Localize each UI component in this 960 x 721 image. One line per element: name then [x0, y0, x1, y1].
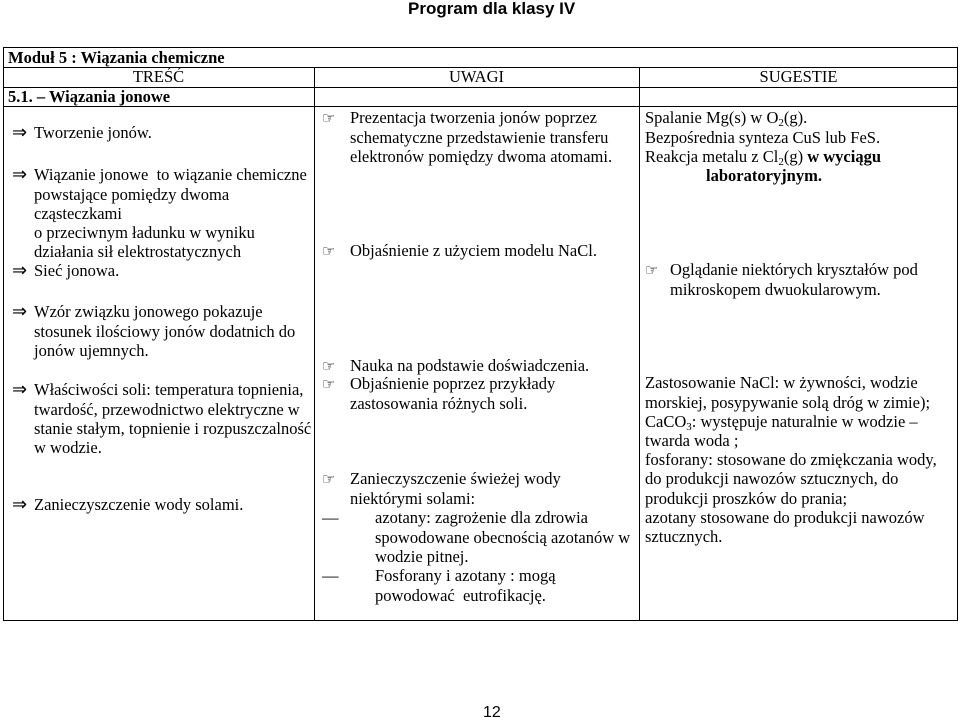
content-line: Wzór związku jonowego pokazuje — [34, 302, 263, 322]
pointing-hand-icon — [322, 374, 335, 394]
suggestion-line: Zastosowanie NaCl: w żywności, wodzie — [645, 373, 918, 393]
column-divider-2 — [639, 67, 640, 621]
content-line: stanie stałym, topnienie i rozpuszczalność — [34, 418, 312, 438]
content-line: cząsteczkami — [34, 203, 122, 223]
module-title: Moduł 5 : Wiązania chemiczne — [8, 48, 225, 68]
suggestion-text: CaCO — [645, 411, 687, 431]
note-item — [322, 469, 561, 507]
content-line: w wodzie. — [34, 437, 102, 457]
suggestion-line — [645, 412, 937, 431]
subscript: 3 — [686, 420, 692, 433]
note-line: Objaśnienie poprzez przykłady — [350, 374, 556, 394]
subscript: 2 — [778, 155, 784, 168]
suggestion-line: morskiej, posypywanie solą dróg w zimie); — [645, 392, 931, 412]
implies-arrow-icon — [12, 302, 27, 321]
column-header-content: TREŚĆ — [132, 67, 185, 87]
content-line: twardość, przewodnictwo elektryczne w — [34, 399, 300, 419]
note-line: Objaśnienie z użyciem modelu NaCl. — [350, 241, 597, 261]
suggestion-text: Reakcja metalu z Cl — [645, 146, 779, 166]
suggestion-bold-text: w wyciągu — [807, 146, 881, 166]
suggestion-line: mikroskopem dwuokularowym. — [670, 279, 881, 299]
note-line: Prezentacja tworzenia jonów poprzez — [350, 108, 597, 128]
suggestion-line: twarda woda ; — [645, 430, 739, 450]
pointing-hand-icon — [322, 108, 335, 128]
column-header-notes: UWAGI — [449, 67, 504, 87]
suggestion-line — [645, 147, 881, 166]
note-line: zastosowania różnych soli. — [350, 393, 528, 413]
document-title: Program dla klasy IV — [408, 0, 576, 18]
column-divider-1 — [314, 67, 315, 621]
implies-arrow-icon — [12, 123, 27, 142]
note-sub-item — [322, 566, 556, 604]
content-item — [12, 261, 119, 280]
implies-arrow-icon — [12, 495, 27, 514]
pointing-hand-icon — [645, 260, 658, 280]
content-line: Zanieczyszczenie wody solami. — [34, 495, 244, 515]
suggestion-line: produkcji proszków do prania; — [645, 488, 848, 508]
note-item — [322, 374, 555, 412]
dash-bullet-icon — [322, 566, 339, 585]
suggestion-line: fosforany: stosowane do zmiękczania wody, — [645, 450, 937, 470]
content-line: Sieć jonowa. — [34, 261, 120, 281]
content-line: o przeciwnym ładunku w wyniku — [34, 222, 255, 242]
suggestion-line: do produkcji nawozów sztucznych, do — [645, 469, 899, 489]
note-item — [322, 108, 612, 166]
content-item — [12, 123, 152, 142]
content-line: Tworzenie jonów. — [34, 123, 152, 143]
suggestion-experiments — [645, 108, 881, 185]
suggestion-text: : występuje naturalnie w wodzie – — [691, 411, 918, 431]
content-line: stosunek ilościowy jonów dodatnich do — [34, 321, 296, 341]
implies-arrow-icon — [12, 380, 27, 399]
note-line: Zanieczyszczenie świeżej wody — [350, 469, 561, 489]
pointing-hand-icon — [322, 469, 335, 489]
note-line: schematyczne przedstawienie transferu — [350, 127, 609, 147]
suggestion-text: (g) — [783, 146, 808, 166]
suggestion-observation — [645, 260, 918, 298]
subscript: 2 — [778, 117, 784, 130]
content-item — [12, 380, 311, 457]
note-line: niektórymi solami: — [350, 488, 476, 508]
note-sub-line: spowodowane obecnością azotanów w — [375, 527, 631, 547]
dash-bullet-icon — [322, 508, 339, 527]
note-sub-item — [322, 508, 630, 566]
note-line: elektronów pomiędzy dwoma atomami. — [350, 146, 613, 166]
pointing-hand-icon — [322, 241, 335, 261]
suggestion-line: laboratoryjnym. — [706, 165, 822, 185]
implies-arrow-icon — [12, 261, 27, 280]
note-line: Nauka na podstawie doświadczenia. — [350, 356, 590, 376]
section-title: 5.1. – Wiązania jonowe — [8, 87, 171, 107]
suggestion-line: sztucznych. — [645, 526, 723, 546]
content-line: powstające pomiędzy dwoma — [34, 184, 230, 204]
note-sub-line: Fosforany i azotany : mogą — [375, 566, 556, 586]
implies-arrow-icon — [12, 165, 27, 184]
suggestion-line: Bezpośrednia synteza CuS lub FeS. — [645, 127, 881, 147]
content-line: jonów ujemnych. — [34, 340, 149, 360]
suggestion-applications — [645, 373, 937, 546]
note-item — [322, 356, 589, 375]
note-item — [322, 241, 597, 260]
note-sub-line: azotany: zagrożenie dla zdrowia — [375, 508, 589, 528]
content-item — [12, 165, 307, 261]
suggestion-text: (g). — [783, 108, 808, 128]
content-line: Wiązanie jonowe to wiązanie chemiczne — [34, 165, 307, 185]
column-header-suggestions: SUGESTIE — [759, 67, 838, 87]
content-item — [12, 495, 243, 514]
content-item — [12, 302, 295, 360]
page-number: 12 — [483, 704, 501, 721]
content-line: Właściwości soli: temperatura topnienia, — [34, 380, 304, 400]
note-sub-line: wodzie pitnej. — [375, 546, 469, 566]
suggestion-line: azotany stosowane do produkcji nawozów — [645, 507, 925, 527]
suggestion-line — [645, 108, 881, 130]
suggestion-text: Spalanie Mg(s) w O — [645, 108, 779, 128]
suggestion-line: Oglądanie niektórych kryształów pod — [670, 260, 918, 280]
note-sub-line: powodować eutrofikację. — [375, 585, 546, 605]
content-line: działania sił elektrostatycznych — [34, 242, 242, 262]
